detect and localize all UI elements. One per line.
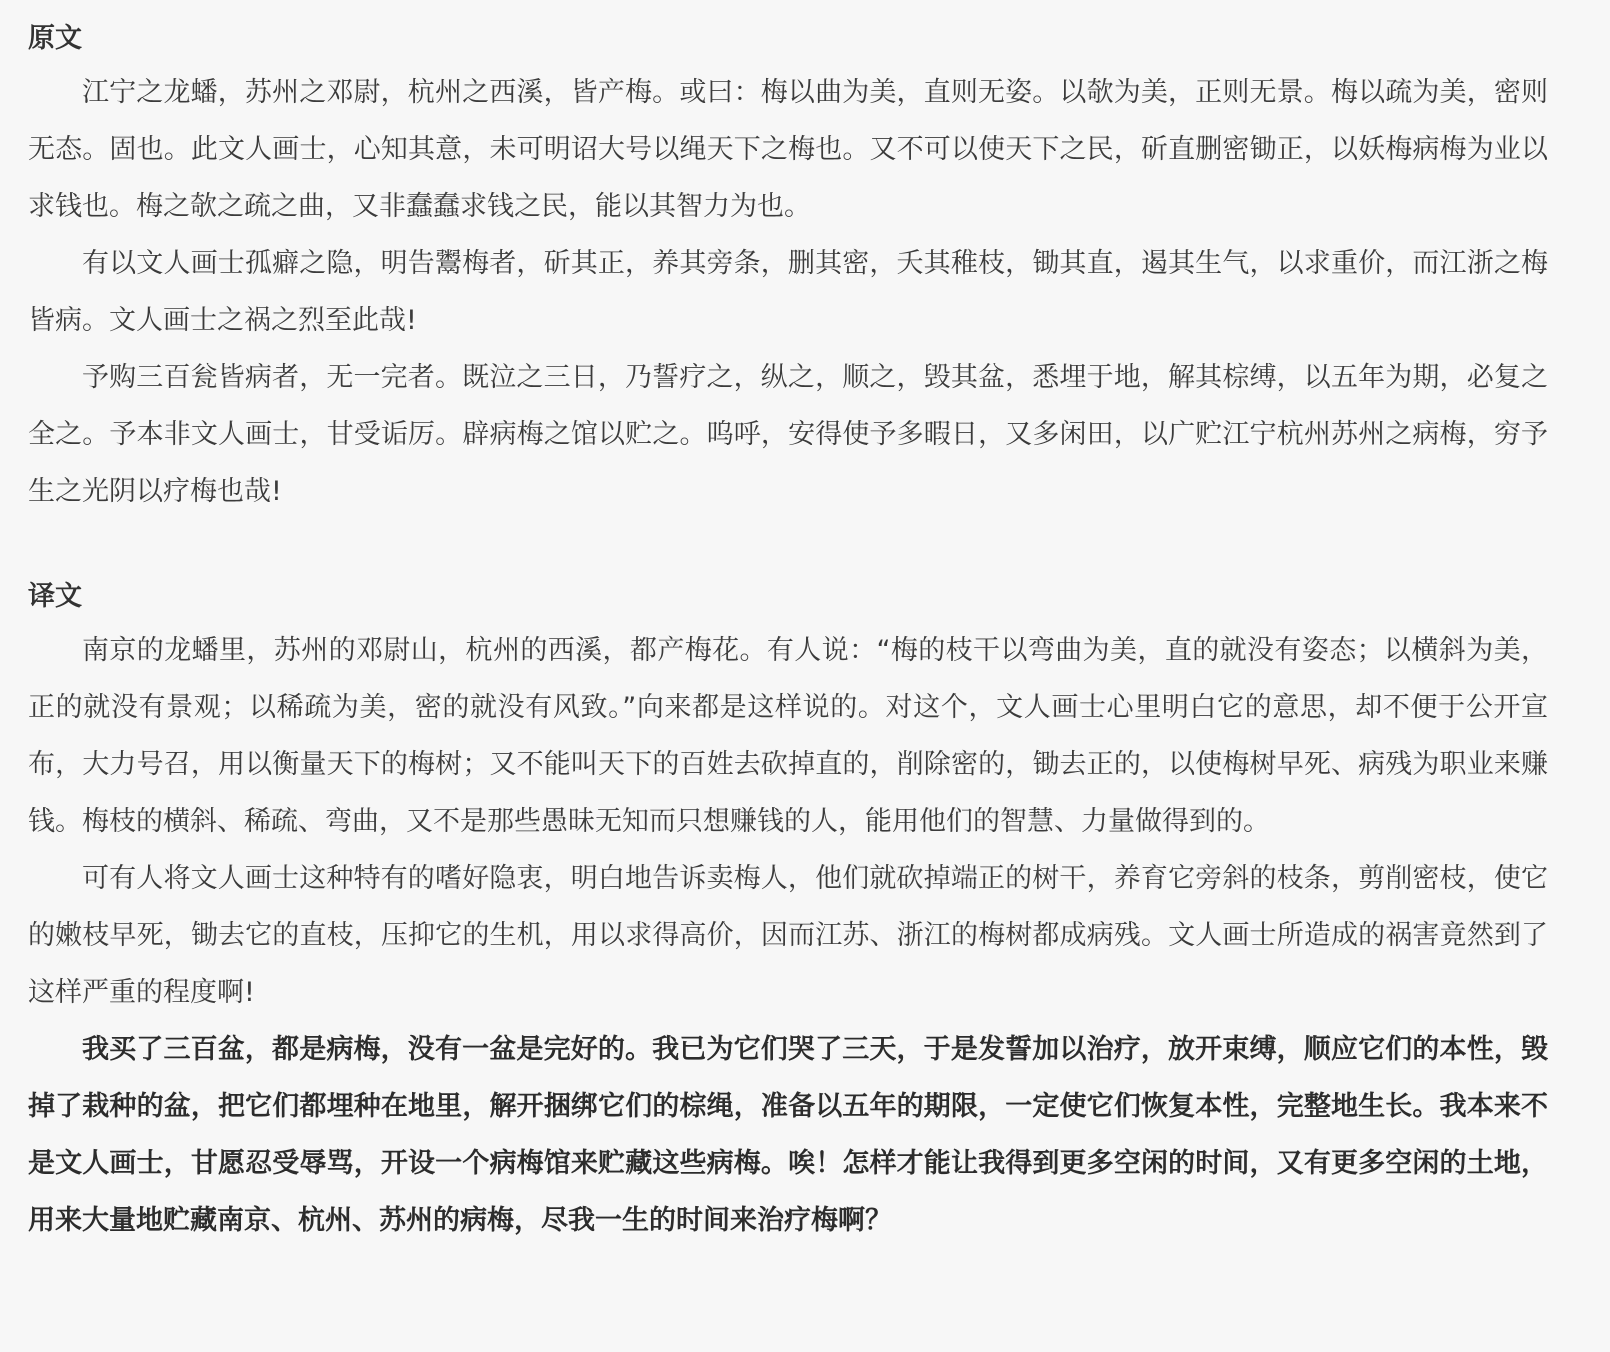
article-content <box>28 14 1548 1249</box>
original-paragraph-1: 江宁之龙蟠，苏州之邓尉，杭州之西溪，皆产梅。或曰：梅以曲为美，直则无姿。以欹为美，正则无景。梅以疏为美，密则无态。固也。此文人画士，心知其意，未可明诏大号以绳天下之梅也。又不可以使天下之民，斫直删密锄正，以妖梅病梅为业以求钱也。梅之欹之疏之曲，又非蠢蠢求钱之民，能以其智力为也。 <box>28 77 1548 222</box>
translation-paragraph-3: 我买了三百盆，都是病梅，没有一盆是完好的。我已为它们哭了三天，于是发誓加以治疗，放开束缚，顺应它们的本性，毁掉了栽种的盆，把它们都埋种在地里，解开捆绑它们的棕绳，准备以五年的期限，一定使它们恢复本性，完整地生长。我本来不是文人画士，甘愿忍受辱骂，开设一个病梅馆来贮藏这些病梅。唉！怎样才能让我得到更多空闲的时间，又有更多空闲的土地，用来大量地贮藏南京、杭州、苏州的病梅，尽我一生的时间来治疗梅啊？ <box>28 1034 1548 1236</box>
translation-paragraph-2: 可有人将文人画士这种特有的嗜好隐衷，明白地告诉卖梅人，他们就砍掉端正的树干，养育它旁斜的枝条，剪削密枝，使它的嫩枝早死，锄去它的直枝，压抑它的生机，用以求得高价，因而江苏、浙江的梅树都成病残。文人画士所造成的祸害竟然到了这样严重的程度啊! <box>28 863 1548 1008</box>
section-divider-space <box>28 520 1548 572</box>
original-heading: 原文 <box>28 23 82 54</box>
translation-heading: 译文 <box>28 581 82 612</box>
original-paragraph-2: 有以文人画士孤癖之隐，明告鬻梅者，斫其正，养其旁条，删其密，夭其稚枝，锄其直，遏其生气，以求重价，而江浙之梅皆病。文人画士之祸之烈至此哉! <box>28 248 1548 336</box>
original-paragraph-3: 予购三百瓮皆病者，无一完者。既泣之三日，乃誓疗之，纵之，顺之，毁其盆，悉埋于地，解其棕缚，以五年为期，必复之全之。予本非文人画士，甘受诟厉。辟病梅之馆以贮之。呜呼，安得使予多暇日，又多闲田，以广贮江宁杭州苏州之病梅，穷予生之光阴以疗梅也哉! <box>28 362 1548 507</box>
translation-paragraph-1: 南京的龙蟠里，苏州的邓尉山，杭州的西溪，都产梅花。有人说：“梅的枝干以弯曲为美，直的就没有姿态；以横斜为美，正的就没有景观；以稀疏为美，密的就没有风致。”向来都是这样说的。对这个，文人画士心里明白它的意思，却不便于公开宣布，大力号召，用以衡量天下的梅树；又不能叫天下的百姓去砍掉直的，削除密的，锄去正的，以使梅树早死、病残为职业来赚钱。梅枝的横斜、稀疏、弯曲，又不是那些愚昧无知而只想赚钱的人，能用他们的智慧、力量做得到的。 <box>28 635 1548 837</box>
